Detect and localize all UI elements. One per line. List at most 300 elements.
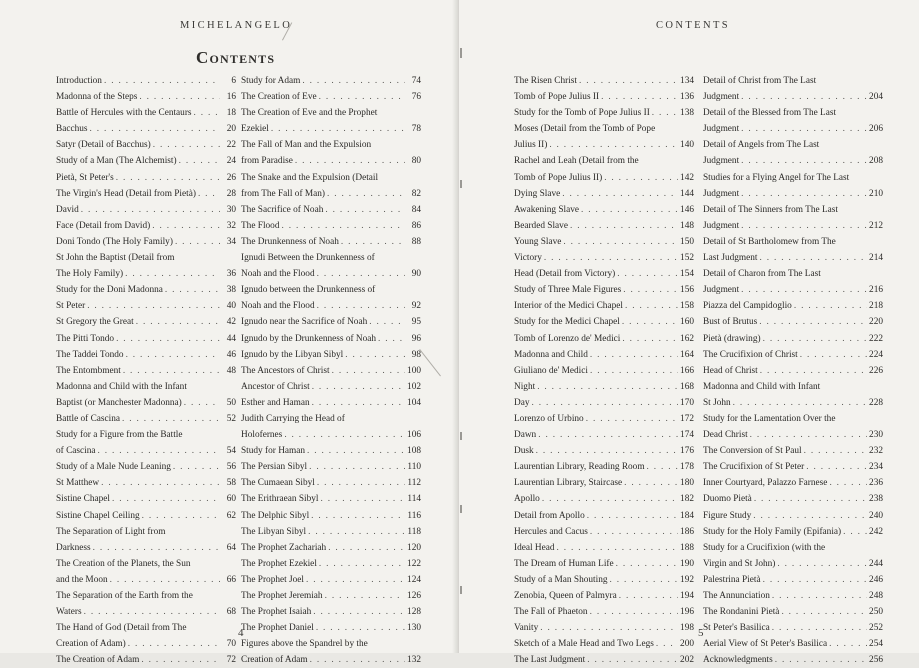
- toc-entry: [514, 524, 694, 540]
- toc-entry-line: [56, 298, 236, 314]
- dot-leader: [750, 427, 867, 443]
- toc-entry: [514, 282, 694, 298]
- toc-page-number: 236: [869, 478, 883, 489]
- toc-entry: [703, 347, 883, 363]
- toc-page-number: 52: [226, 413, 236, 424]
- toc-entry: [241, 572, 421, 588]
- dot-leader: [590, 524, 678, 540]
- toc-entry-line: [703, 89, 883, 105]
- dot-leader: [800, 347, 867, 363]
- toc-entry-line: [703, 170, 883, 186]
- toc-entry: [56, 491, 236, 507]
- toc-page-number: 64: [226, 542, 236, 553]
- toc-page-number: 34: [226, 236, 236, 247]
- toc-entry-title: Ignudo near the Sacrifice of Noah: [241, 317, 368, 328]
- toc-entry-line: [241, 266, 421, 282]
- toc-page-number: 62: [226, 510, 236, 521]
- dot-leader: [152, 218, 220, 234]
- dot-leader: [741, 121, 867, 137]
- toc-page-number: 154: [680, 269, 694, 280]
- toc-entry-title: Ignudo between the Drunkenness of: [241, 285, 376, 296]
- toc-entry-title: Study of a Man Shouting: [514, 574, 608, 585]
- toc-entry: [514, 105, 694, 121]
- toc-entry-title: The Entombment: [56, 365, 121, 376]
- toc-entry-line: [241, 443, 421, 459]
- toc-entry: [241, 282, 421, 314]
- toc-entry-line: [56, 572, 236, 588]
- toc-page-number: 22: [226, 140, 236, 151]
- toc-entry-title: Study for the Holy Family (Epifania): [703, 526, 842, 537]
- toc-entry-line: [703, 491, 883, 507]
- toc-entry-title: Study for the Lamentation Over the: [703, 413, 836, 424]
- toc-page-number: 40: [226, 301, 236, 312]
- toc-entry: [241, 395, 421, 411]
- dot-leader: [122, 411, 220, 427]
- toc-entry-line: [514, 282, 694, 298]
- toc-entry-line: [703, 443, 883, 459]
- toc-entry-line: [56, 347, 236, 363]
- dot-leader: [532, 395, 679, 411]
- toc-page-number: 194: [680, 591, 694, 601]
- toc-entry-title: Dawn: [514, 430, 537, 441]
- dot-leader: [312, 379, 405, 395]
- toc-entry-line: [241, 218, 421, 234]
- toc-entry-line: [514, 105, 694, 121]
- dot-leader: [125, 266, 220, 282]
- toc-entry-line: [703, 186, 883, 202]
- dot-leader: [184, 395, 220, 411]
- toc-entry: [241, 588, 421, 604]
- toc-entry-line: [703, 347, 883, 363]
- toc-page-number: 228: [869, 397, 883, 408]
- dot-leader: [616, 556, 678, 572]
- toc-entry-title: Young Slave: [514, 236, 562, 247]
- toc-page-number: 100: [407, 365, 421, 376]
- toc-entry-title: from Paradise: [241, 156, 293, 167]
- toc-page-number: 108: [407, 446, 421, 457]
- toc-entry-line: [514, 588, 694, 604]
- toc-entry: [241, 443, 421, 459]
- toc-entry: [241, 411, 421, 443]
- toc-entry: [703, 202, 883, 234]
- toc-entry-title: Giuliano de' Medici: [514, 365, 588, 376]
- toc-entry-title: Study for Adam: [241, 76, 301, 86]
- dot-leader: [128, 636, 220, 652]
- toc-entry: [56, 298, 236, 314]
- toc-entry-title: The Sacrifice of Noah: [241, 204, 324, 215]
- dot-leader: [772, 588, 867, 604]
- dot-leader: [772, 620, 867, 636]
- toc-page-number: 134: [680, 76, 694, 86]
- toc-entry: [56, 186, 236, 202]
- toc-page-number: 70: [226, 639, 236, 650]
- dot-leader: [587, 652, 678, 668]
- toc-entry-title: St Peter's Basilica: [703, 623, 770, 634]
- dot-leader: [623, 282, 678, 298]
- toc-entry-title: Night: [514, 381, 536, 392]
- toc-page-number: 214: [869, 253, 883, 264]
- toc-entry-line: [56, 250, 236, 266]
- toc-entry-title: Figure Study: [703, 510, 752, 521]
- toc-entry-line: [703, 266, 883, 282]
- toc-entry: [703, 314, 883, 330]
- toc-page-number: 118: [407, 526, 421, 537]
- dot-leader: [622, 314, 678, 330]
- toc-entry: [56, 620, 236, 652]
- dot-leader: [310, 652, 405, 668]
- toc-page-number: 210: [869, 188, 883, 199]
- toc-entry-line: [241, 524, 421, 540]
- toc-entry-title: St Peter: [56, 301, 86, 312]
- toc-entry: [241, 218, 421, 234]
- dot-leader: [781, 604, 867, 620]
- toc-page-number: 230: [869, 430, 883, 441]
- toc-entry-line: [703, 250, 883, 266]
- dot-leader: [93, 540, 220, 556]
- dot-leader: [309, 459, 405, 475]
- toc-entry-title: The Persian Sibyl: [241, 462, 308, 473]
- dot-leader: [332, 363, 405, 379]
- toc-entry-title: Sistine Chapel Ceiling: [56, 510, 140, 521]
- toc-entry-line: [241, 572, 421, 588]
- toc-entry-line: [514, 379, 694, 395]
- toc-page-number: 152: [680, 253, 694, 264]
- toc-entry-title: Madonna and Child with Infant: [703, 381, 821, 392]
- binding-mark: [460, 505, 462, 513]
- toc-entry-title: Waters: [56, 607, 82, 618]
- toc-entry: [241, 556, 421, 572]
- toc-page-number: 88: [411, 236, 421, 247]
- toc-entry-title: Dead Christ: [703, 430, 748, 441]
- dot-leader: [378, 331, 405, 347]
- toc-entry-title: The Separation of the Earth from the: [56, 591, 193, 601]
- dot-leader: [563, 234, 678, 250]
- toc-entry-line: [56, 427, 236, 443]
- toc-entry-line: [56, 636, 236, 652]
- toc-entry-line: [514, 89, 694, 105]
- toc-page-number: 112: [407, 478, 421, 489]
- toc-page-number: 120: [407, 542, 421, 553]
- toc-entry-line: [241, 282, 421, 298]
- dot-leader: [829, 636, 867, 652]
- toc-entry: [56, 411, 236, 427]
- dot-leader: [313, 604, 405, 620]
- toc-entry-title: Moses (Detail from the Tomb of Pope: [514, 124, 656, 135]
- toc-entry-line: [56, 395, 236, 411]
- toc-entry: [56, 652, 236, 668]
- dot-leader: [542, 491, 678, 507]
- toc-entry-title: Madonna and Child with the Infant: [56, 381, 187, 392]
- toc-entry-line: [56, 443, 236, 459]
- toc-entry-line: [241, 298, 421, 314]
- toc-page-number: 128: [407, 607, 421, 618]
- toc-entry-line: [703, 556, 883, 572]
- toc-page-number: 176: [680, 446, 694, 457]
- toc-entry-line: [56, 491, 236, 507]
- toc-entry: [56, 137, 236, 153]
- dot-leader: [753, 508, 867, 524]
- toc-entry-title: Ignudi Between the Drunkenness of: [241, 253, 375, 264]
- toc-page-number: 114: [407, 494, 421, 505]
- toc-entry-title: Study for a Figure from the Battle: [56, 430, 183, 441]
- toc-entry-line: [514, 314, 694, 330]
- toc-entry-line: [703, 459, 883, 475]
- dot-leader: [829, 475, 867, 491]
- toc-entry-title: Piazza del Campidoglio: [703, 301, 792, 312]
- dot-leader: [601, 89, 678, 105]
- dot-leader: [775, 652, 867, 668]
- toc-entry: [703, 73, 883, 105]
- toc-entry-title: Study of a Man (The Alchemist): [56, 156, 177, 167]
- toc-entry-line: [56, 266, 236, 282]
- toc-entry: [514, 636, 694, 652]
- toc-entry-line: [514, 652, 694, 668]
- toc-entry-line: [514, 491, 694, 507]
- toc-entry-title: Detail of Christ from The Last: [703, 76, 817, 86]
- dot-leader: [369, 314, 405, 330]
- toc-entry: [514, 475, 694, 491]
- dot-leader: [116, 331, 220, 347]
- toc-page-number: 256: [869, 655, 883, 666]
- toc-page-number: 72: [226, 655, 236, 666]
- toc-page-number: 174: [680, 430, 694, 441]
- toc-entry-line: [241, 234, 421, 250]
- toc-entry-line: [514, 202, 694, 218]
- toc-entry-line: [703, 427, 883, 443]
- toc-entry-line: [56, 411, 236, 427]
- dot-leader: [590, 347, 678, 363]
- toc-entry-line: [56, 153, 236, 169]
- toc-entry: [514, 459, 694, 475]
- toc-entry-title: The Prophet Joel: [241, 574, 304, 585]
- toc-entry-line: [56, 459, 236, 475]
- toc-entry-title: Pietà, St Peter's: [56, 172, 114, 183]
- toc-page-number: 54: [226, 446, 236, 457]
- dot-leader: [306, 572, 405, 588]
- toc-entry: [56, 556, 236, 588]
- toc-page-number: 248: [869, 591, 883, 601]
- toc-entry: [703, 363, 883, 379]
- toc-entry-title: Dying Slave: [514, 188, 561, 199]
- dot-leader: [123, 363, 220, 379]
- toc-page-number: 28: [226, 188, 236, 199]
- toc-entry: [514, 508, 694, 524]
- toc-entry: [241, 170, 421, 202]
- toc-entry: [703, 170, 883, 202]
- toc-entry: [703, 652, 883, 668]
- dot-leader: [319, 556, 405, 572]
- toc-page-number: 132: [407, 655, 421, 666]
- dot-leader: [81, 202, 220, 218]
- toc-entry-title: Judgment: [703, 92, 740, 103]
- toc-page-number: 86: [411, 220, 421, 231]
- toc-entry-line: [514, 572, 694, 588]
- toc-entry-line: [703, 524, 883, 540]
- toc-entry: [703, 588, 883, 604]
- toc-entry-title: Detail from Apollo: [514, 510, 585, 521]
- dot-leader: [271, 121, 405, 137]
- toc-entry-title: The Prophet Ezekiel: [241, 558, 317, 569]
- toc-entry-title: Satyr (Detail of Bacchus): [56, 140, 151, 151]
- dot-leader: [173, 459, 220, 475]
- toc-entry-title: Study for the Medici Chapel: [514, 317, 620, 328]
- toc-page-number: 158: [680, 301, 694, 312]
- toc-entry-title: The Prophet Jeremiah: [241, 591, 323, 601]
- dot-leader: [760, 363, 867, 379]
- toc-entry-title: Judith Carrying the Head of: [241, 413, 345, 424]
- toc-page-number: 124: [407, 574, 421, 585]
- toc-entry-title: The Virgin's Head (Detail from Pietà): [56, 188, 196, 199]
- toc-entry-title: Bearded Slave: [514, 220, 568, 231]
- toc-entry-title: Inner Courtyard, Palazzo Farnese: [703, 478, 828, 489]
- toc-entry-title: Sketch of a Male Head and Two Legs: [514, 639, 654, 650]
- toc-page-number: 196: [680, 607, 694, 618]
- toc-page-number: 250: [869, 607, 883, 618]
- dot-leader: [194, 105, 220, 121]
- left-page: [0, 0, 459, 666]
- toc-entry-line: [241, 347, 421, 363]
- toc-entry-line: [514, 331, 694, 347]
- pencil-mark: [419, 349, 441, 376]
- toc-entry: [514, 652, 694, 668]
- dot-leader: [590, 604, 678, 620]
- toc-entry: [241, 540, 421, 556]
- dot-leader: [175, 234, 220, 250]
- toc-entry-line: [241, 186, 421, 202]
- right-page-number: 5: [698, 627, 704, 639]
- toc-page-number: 166: [680, 365, 694, 376]
- toc-entry: [241, 202, 421, 218]
- dot-leader: [570, 218, 678, 234]
- toc-entry-title: Interior of the Medici Chapel: [514, 301, 623, 312]
- dot-leader: [741, 282, 867, 298]
- toc-page-number: 104: [407, 397, 421, 408]
- toc-entry-title: The Fall of Phaeton: [514, 607, 588, 618]
- toc-entry-title: Madonna of the Steps: [56, 92, 138, 103]
- toc-entry: [241, 620, 421, 636]
- toc-page-number: 126: [407, 591, 421, 601]
- toc-entry-line: [703, 314, 883, 330]
- toc-page-number: 164: [680, 349, 694, 360]
- dot-leader: [741, 218, 867, 234]
- toc-entry-line: [703, 379, 883, 395]
- binding-mark: [460, 180, 462, 188]
- toc-entry: [241, 73, 421, 89]
- toc-page-number: 48: [226, 365, 236, 376]
- toc-page-number: 188: [680, 542, 694, 553]
- toc-entry-line: [241, 105, 421, 121]
- dot-leader: [536, 443, 678, 459]
- toc-entry: [514, 266, 694, 282]
- dot-leader: [604, 170, 678, 186]
- toc-entry: [56, 105, 236, 121]
- toc-entry-title: Head (Detail from Victory): [514, 269, 616, 280]
- toc-entry-line: [56, 218, 236, 234]
- dot-leader: [624, 475, 678, 491]
- toc-entry-title: Study of Three Male Figures: [514, 285, 622, 296]
- toc-entry-title: The Fall of Man and the Expulsion: [241, 140, 372, 151]
- dot-leader: [104, 73, 220, 89]
- toc-entry: [514, 556, 694, 572]
- toc-entry-line: [241, 73, 421, 89]
- toc-entry: [514, 186, 694, 202]
- toc-entry-line: [514, 604, 694, 620]
- toc-entry-line: [514, 411, 694, 427]
- dot-leader: [110, 572, 220, 588]
- toc-page-number: 190: [680, 558, 694, 569]
- dot-leader: [165, 282, 220, 298]
- toc-entry-line: [514, 540, 694, 556]
- toc-page-number: 168: [680, 381, 694, 392]
- toc-page-number: 84: [411, 204, 421, 215]
- toc-entry-title: Rachel and Leah (Detail from the: [514, 156, 639, 167]
- toc-entry: [56, 89, 236, 105]
- dot-leader: [317, 298, 405, 314]
- toc-page-number: 38: [226, 285, 236, 296]
- toc-entry: [703, 524, 883, 540]
- toc-entry: [514, 202, 694, 218]
- toc-entry-line: [56, 604, 236, 620]
- toc-entry: [514, 298, 694, 314]
- toc-entry: [514, 620, 694, 636]
- right-page: [459, 0, 919, 666]
- toc-page-number: 170: [680, 397, 694, 408]
- toc-entry-title: Detail of Charon from The Last: [703, 269, 821, 280]
- toc-entry-line: [56, 379, 236, 395]
- toc-entry-line: [56, 121, 236, 137]
- toc-entry-title: and the Moon: [56, 574, 108, 585]
- toc-entry-title: The Hand of God (Detail from The: [56, 623, 187, 634]
- toc-entry: [703, 459, 883, 475]
- toc-entry: [514, 153, 694, 185]
- dot-leader: [320, 491, 405, 507]
- toc-entry: [514, 314, 694, 330]
- toc-entry-title: The Conversion of St Paul: [703, 446, 802, 457]
- toc-entry-line: [703, 411, 883, 427]
- toc-entry-title: The Holy Family): [56, 269, 124, 280]
- toc-entry-line: [703, 652, 883, 668]
- left-page-number: 4: [238, 627, 244, 639]
- toc-entry-title: Sistine Chapel: [56, 494, 110, 505]
- toc-entry: [241, 524, 421, 540]
- toc-page-number: 202: [680, 655, 694, 666]
- toc-entry-title: Apollo: [514, 494, 540, 505]
- toc-entry-line: [703, 298, 883, 314]
- toc-entry: [56, 475, 236, 491]
- toc-entry-line: [241, 89, 421, 105]
- dot-leader: [759, 314, 867, 330]
- toc-entry-line: [703, 218, 883, 234]
- dot-leader: [311, 508, 405, 524]
- toc-entry-line: [703, 153, 883, 169]
- toc-entry-line: [241, 508, 421, 524]
- toc-entry: [703, 572, 883, 588]
- toc-column-1: [56, 73, 236, 668]
- toc-entry-title: Palestrina Pietà: [703, 574, 761, 585]
- toc-page-number: 180: [680, 478, 694, 489]
- toc-page-number: 142: [680, 172, 694, 183]
- toc-entry-line: [56, 620, 236, 636]
- toc-page-number: 206: [869, 124, 883, 135]
- toc-entry: [241, 604, 421, 620]
- toc-entry-title: Holofernes: [241, 430, 283, 441]
- toc-entry: [514, 89, 694, 105]
- toc-entry-title: Face (Detail from David): [56, 220, 151, 231]
- dot-leader: [587, 508, 678, 524]
- dot-leader: [316, 620, 405, 636]
- toc-entry-line: [241, 379, 421, 395]
- toc-entry-line: [241, 395, 421, 411]
